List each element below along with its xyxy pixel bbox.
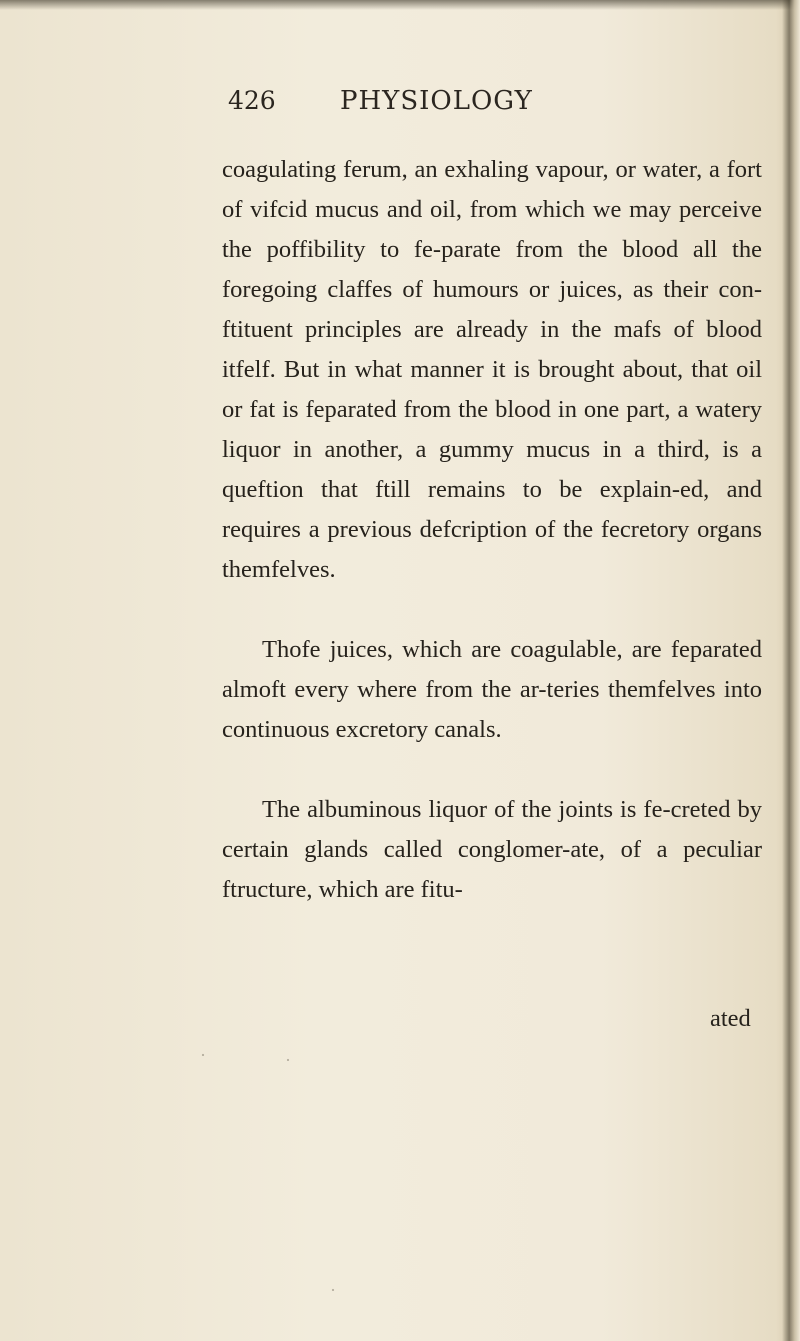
paragraph-2: Thofe juices, which are coagulable, are feparated almoft every where from the ar-teries themfelves into continuous excretory canals. bbox=[222, 636, 762, 743]
catchword: ated bbox=[710, 1005, 751, 1032]
page-number: 426 bbox=[228, 86, 276, 115]
paragraph-1: coagulating ferum, an exhaling vapour, or water, a fort of vifcid mucus and oil, from which we may perceive the poffibility to fe-parate from the blood all the foregoing claffes of humours or juices, as their con-ftituent principles are already in the mafs of blood itfelf. But in what manner it is brought about, that oil or fat is feparated from the blood in one part, a watery liquor in another, a gummy mucus in a third, is a queftion that ftill remains to be explain-ed, and requires a previous defcription of the fecretory organs themfelves. bbox=[222, 156, 762, 583]
ink-speck: · bbox=[200, 1045, 206, 1065]
page-top-shadow bbox=[0, 0, 800, 10]
ink-speck: · bbox=[330, 1280, 336, 1300]
body-text bbox=[222, 150, 762, 910]
paragraph-3: The albuminous liquor of the joints is fe-creted by certain glands called conglomer-ate, of a peculiar ftructure, which are fitu- bbox=[222, 796, 762, 903]
running-head: PHYSIOLOGY bbox=[340, 86, 533, 116]
page-header bbox=[228, 86, 788, 126]
ink-speck: · bbox=[285, 1050, 291, 1070]
page-right-edge-shadow bbox=[782, 0, 800, 1341]
